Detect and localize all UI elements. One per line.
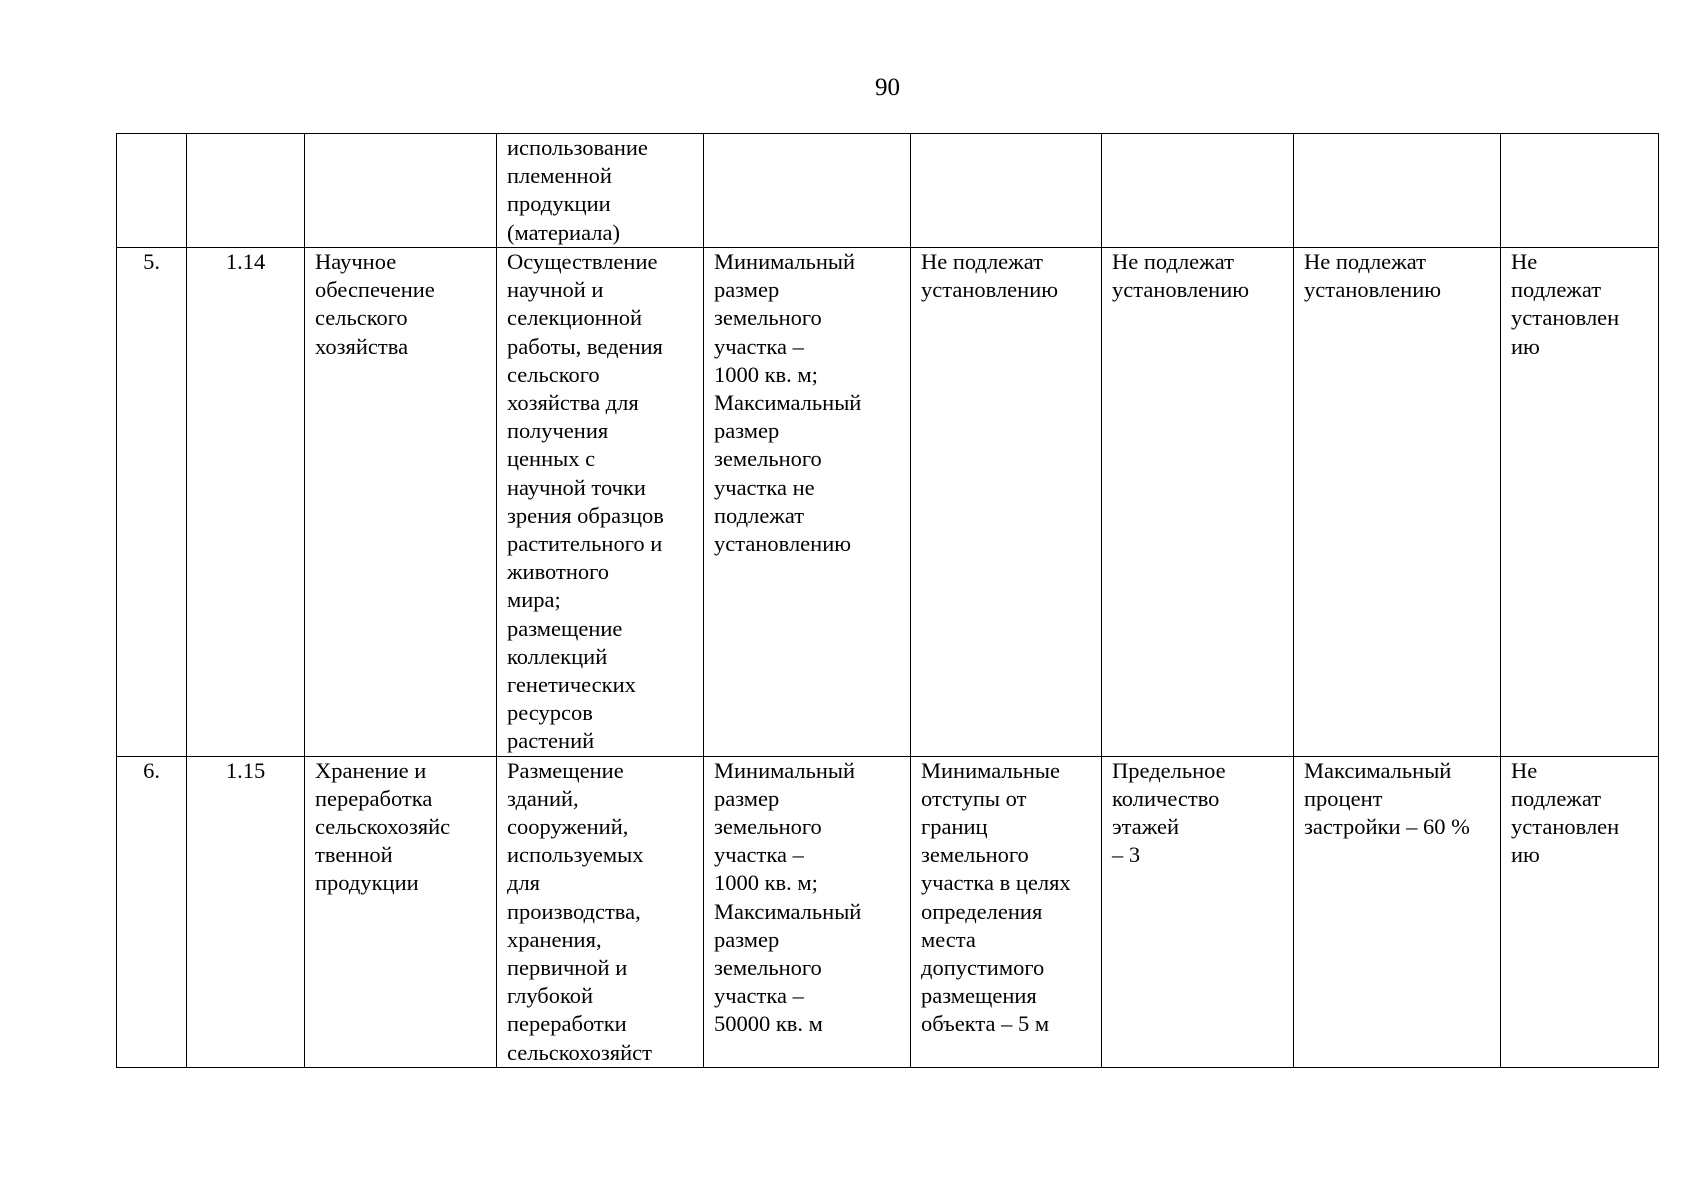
- cell-text-line: научной и: [507, 277, 604, 303]
- other-limits-cell: [1501, 248, 1659, 757]
- cell-text-line: сельского: [315, 305, 408, 331]
- row-number-cell: 5.: [117, 248, 187, 757]
- setbacks-cell: [911, 134, 1102, 248]
- cell-text-line: земельного: [714, 955, 822, 981]
- floors-cell: [1102, 248, 1294, 757]
- cell-text-line: земельного: [714, 305, 822, 331]
- cell-text-line: места: [921, 926, 976, 952]
- cell-text-line: Максимальный: [714, 390, 862, 416]
- cell-text-line: размещения: [921, 983, 1037, 1009]
- plot-size-cell: [704, 756, 911, 1067]
- cell-text-line: Не подлежат: [1304, 249, 1426, 274]
- cell-text-line: переработка: [315, 785, 433, 811]
- cell-text-line: переработки: [507, 1011, 627, 1037]
- cell-text-line: земельного: [921, 842, 1029, 868]
- use-name-cell: [305, 248, 497, 757]
- cell-text-line: ценных с: [507, 446, 596, 472]
- cell-text-line: подлежат: [1511, 277, 1602, 303]
- use-name-cell: [305, 134, 497, 248]
- row-code-cell: 1.14: [187, 248, 305, 757]
- cell-text-line: границ: [921, 814, 988, 840]
- row-number-cell: [117, 134, 187, 248]
- cell-text-line: первичной и: [507, 955, 628, 981]
- cell-text-line: хозяйства: [315, 333, 409, 359]
- cell-text-line: – 3: [1112, 842, 1141, 868]
- cell-text-line: хранения,: [507, 926, 602, 952]
- cell-text-line: научной точки: [507, 474, 646, 500]
- cell-text-line: участка в целях: [921, 870, 1071, 896]
- cell-text-line: размер: [714, 418, 780, 444]
- cell-text-line: ресурсов: [507, 700, 593, 726]
- other-limits-cell: [1501, 134, 1659, 248]
- cell-text-line: Минимальный: [714, 757, 856, 783]
- row-code-cell: 1.15: [187, 756, 305, 1067]
- cell-text-line: Не подлежат: [921, 249, 1043, 274]
- cell-text-line: объекта – 5 м: [921, 1011, 1050, 1037]
- cell-text-line: коллекций: [507, 643, 608, 669]
- cell-text-line: Не подлежат: [1112, 249, 1234, 274]
- use-description-cell: [497, 756, 704, 1067]
- floors-cell: [1102, 756, 1294, 1067]
- setbacks-cell: [911, 248, 1102, 757]
- cell-text-line: продукции: [315, 870, 419, 896]
- table-row: [117, 134, 1659, 248]
- coverage-cell: [1294, 248, 1501, 757]
- cell-text-line: установлению: [921, 277, 1059, 303]
- cell-text-line: сельского: [507, 361, 600, 387]
- cell-text-line: Максимальный: [714, 898, 862, 924]
- cell-text-line: отступы от: [921, 785, 1027, 811]
- cell-text-line: производства,: [507, 898, 641, 924]
- cell-text-line: глубокой: [507, 983, 594, 1009]
- cell-text-line: определения: [921, 898, 1043, 924]
- cell-text-line: Размещение: [507, 757, 624, 783]
- cell-text-line: земельного: [714, 446, 822, 472]
- cell-text-line: селекционной: [507, 305, 643, 331]
- table-row: [117, 756, 1659, 1067]
- cell-text-line: подлежат: [1511, 785, 1602, 811]
- cell-text-line: зданий,: [507, 785, 579, 811]
- cell-text-line: застройки – 60 %: [1304, 814, 1470, 840]
- cell-text-line: 1000 кв. м;: [714, 361, 818, 387]
- cell-text-line: работы, ведения: [507, 333, 663, 359]
- use-name-cell: [305, 756, 497, 1067]
- coverage-cell: [1294, 134, 1501, 248]
- cell-text-line: использование: [507, 135, 648, 160]
- use-description-cell: [497, 134, 704, 248]
- cell-text-line: количество: [1112, 785, 1220, 811]
- cell-text-line: ию: [1511, 842, 1540, 868]
- use-description-cell: [497, 248, 704, 757]
- cell-text-line: (материала): [507, 219, 620, 245]
- cell-text-line: 50000 кв. м: [714, 1011, 823, 1037]
- plot-size-cell: [704, 134, 911, 248]
- cell-text-line: Не: [1511, 757, 1538, 783]
- setbacks-cell: [911, 756, 1102, 1067]
- cell-text-line: размер: [714, 277, 780, 303]
- cell-text-line: размер: [714, 926, 780, 952]
- cell-text-line: Хранение и: [315, 757, 427, 783]
- cell-text-line: продукции: [507, 191, 611, 217]
- cell-text-line: получения: [507, 418, 609, 444]
- cell-text-line: растительного и: [507, 531, 663, 557]
- floors-cell: [1102, 134, 1294, 248]
- cell-text-line: установлен: [1511, 814, 1620, 840]
- plot-size-cell: [704, 248, 911, 757]
- cell-text-line: Научное: [315, 249, 397, 274]
- cell-text-line: генетических: [507, 672, 636, 698]
- row-code-cell: [187, 134, 305, 248]
- cell-text-line: ию: [1511, 333, 1540, 359]
- cell-text-line: племенной: [507, 163, 612, 189]
- cell-text-line: участка не: [714, 474, 815, 500]
- cell-text-line: используемых: [507, 842, 644, 868]
- cell-text-line: мира;: [507, 587, 561, 613]
- cell-text-line: земельного: [714, 814, 822, 840]
- cell-text-line: зрения образцов: [507, 502, 664, 528]
- cell-text-line: обеспечение: [315, 277, 435, 303]
- page-number: 90: [875, 74, 900, 101]
- cell-text-line: размер: [714, 785, 780, 811]
- cell-text-line: этажей: [1112, 814, 1180, 840]
- cell-text-line: процент: [1304, 785, 1383, 811]
- cell-text-line: Предельное: [1112, 757, 1226, 783]
- cell-text-line: размещение: [507, 615, 623, 641]
- cell-text-line: твенной: [315, 842, 393, 868]
- other-limits-cell: [1501, 756, 1659, 1067]
- cell-text-line: допустимого: [921, 955, 1045, 981]
- cell-text-line: 1000 кв. м;: [714, 870, 818, 896]
- cell-text-line: сооружений,: [507, 814, 629, 840]
- cell-text-line: животного: [507, 559, 610, 585]
- cell-text-line: для: [507, 870, 541, 896]
- cell-text-line: установлению: [1112, 277, 1250, 303]
- cell-text-line: установлению: [1304, 277, 1442, 303]
- cell-text-line: установлен: [1511, 305, 1620, 331]
- cell-text-line: сельскохозяйс: [315, 814, 451, 840]
- row-number-cell: 6.: [117, 756, 187, 1067]
- cell-text-line: Минимальный: [714, 249, 856, 274]
- cell-text-line: растений: [507, 728, 595, 754]
- cell-text-line: Не: [1511, 249, 1538, 274]
- cell-text-line: Максимальный: [1304, 757, 1452, 783]
- table-row: [117, 248, 1659, 757]
- cell-text-line: хозяйства для: [507, 390, 639, 416]
- cell-text-line: Минимальные: [921, 757, 1061, 783]
- cell-text-line: установлению: [714, 531, 852, 557]
- cell-text-line: участка –: [714, 333, 804, 359]
- cell-text-line: подлежат: [714, 502, 805, 528]
- land-use-table: [116, 133, 1659, 1068]
- cell-text-line: участка –: [714, 842, 804, 868]
- cell-text-line: Осуществление: [507, 249, 658, 274]
- cell-text-line: сельскохозяйст: [507, 1039, 652, 1065]
- cell-text-line: участка –: [714, 983, 804, 1009]
- coverage-cell: [1294, 756, 1501, 1067]
